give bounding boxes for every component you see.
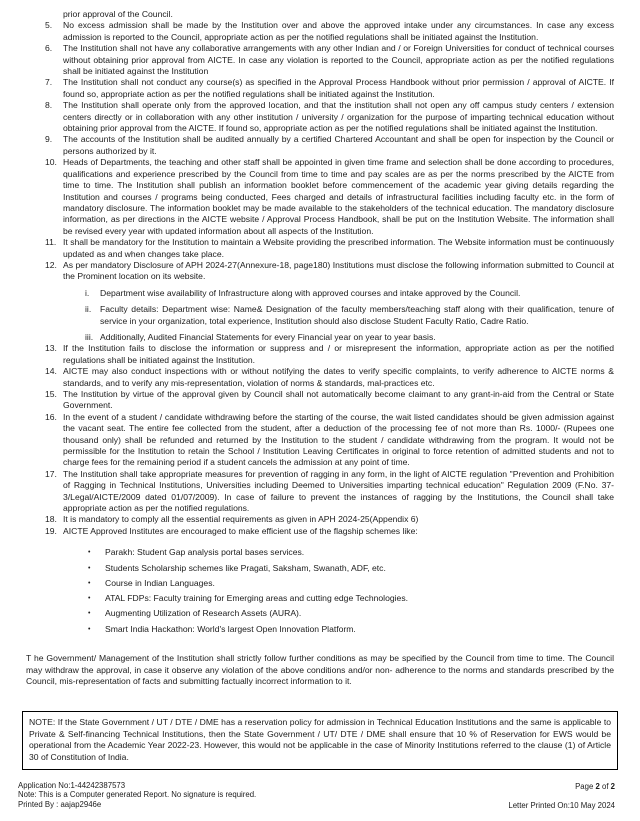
- item-number: 19.: [45, 525, 57, 536]
- condition-item-16: [45, 412, 614, 469]
- item-number: 6.: [45, 43, 53, 54]
- item-number: 12.: [45, 259, 57, 270]
- item-number: 9.: [45, 134, 53, 145]
- item-number: 7.: [45, 77, 53, 88]
- condition-item-17: [45, 469, 614, 515]
- page-label: Page: [575, 782, 596, 791]
- condition-item-12: [45, 260, 614, 283]
- sub-item-text: Additionally, Audited Financial Statements for every Financial year on year to year basis.: [100, 331, 436, 342]
- bullet-item: [88, 578, 600, 590]
- page-of-label: of: [599, 782, 611, 791]
- sub-item-number: i.: [85, 287, 90, 298]
- bullet-icon: [88, 608, 105, 620]
- page-total: 2: [610, 782, 615, 791]
- bullet-icon: [88, 624, 105, 636]
- condition-item-7: [45, 77, 614, 100]
- page-current: 2: [595, 782, 600, 791]
- item-text: It is mandatory to comply all the essential requirements as given in APH 2024-25(Appendix 6): [63, 514, 419, 525]
- item-text: As per mandatory Disclosure of APH 2024-27(Annexure-18, page180) Institutions must disclose the following information submitted to Council at the Prominent location on its website.: [63, 259, 614, 282]
- bullet-text: Course in Indian Languages.: [105, 577, 215, 588]
- printed-by: Printed By : aajap2946e: [18, 799, 102, 809]
- item-text: The accounts of the Institution shall be audited annually by a certified Chartered Accountant and shall be open for inspection by the Council or persons authorized by it.: [63, 134, 614, 156]
- condition-item-13: [45, 343, 614, 366]
- closing-paragraph: T he Government/ Management of the Institution shall strictly follow further conditions as may be specified by the Council from time to time. The Council may withdraw the approval, in case it observe any violation of the above conditions and/or non- adherence to the norms and standards prescribed by the Council, mis-representation of facts and submitting factually incorrect information to it.: [26, 653, 614, 686]
- application-number: Application No:1-44242387573: [18, 781, 126, 790]
- item-number: 13.: [45, 343, 57, 354]
- item-number: 10.: [45, 157, 57, 168]
- item-text: If the Institution fails to disclose the information or suppress and / or misrepresent the information, appropriate action as per the notified regulations shall be initiated against the Institution.: [63, 343, 614, 365]
- sub-item-number: iii.: [85, 331, 94, 342]
- sub-item-text: Faculty details: Department wise: Name& Designation of the faculty members/teaching staff along with their qualification, tenure of service in your organization, total experience, Institution should also disclose Student Faculty Ratio, Cadre Ratio.: [100, 304, 614, 326]
- flagship-schemes-list: [0, 547, 640, 636]
- page-number: [575, 781, 615, 792]
- bullet-text: Smart India Hackathon: World's largest Open Innovation Platform.: [105, 623, 356, 634]
- item-number: 14.: [45, 366, 57, 377]
- condition-item-11: [45, 237, 614, 260]
- note-box: NOTE: If the State Government / UT / DTE / DME has a reservation policy for admission in Technical Education Institutions and the same is applicable to Private & Self-financing Technical Institutions, then the State Government / UT/ DTE / DME shall ensure that 10 % of Reservation for EWS would be operational from the Academic Year 2022-23. However, this would not be applicable in the case of Minority Institutions referred to the clause (1) of Article 30 of Constitution of India.: [22, 711, 618, 770]
- condition-item-6: [45, 43, 614, 77]
- item-number: 18.: [45, 514, 57, 525]
- bullet-icon: [88, 563, 105, 575]
- bullet-item: [88, 547, 600, 559]
- item-text: Heads of Departments, the teaching and other staff shall be appointed in given time frame and selection shall be done according to procedures, qualifications and experience prescribed by the Council from time to time and pay scales are as per the norms prescribed by the AICTE from time to time. The Institution shall publish an information booklet before commencement of the academic year giving details regarding the Institution and courses / programs being conducted, Fees charged and details of infrastructural facilities including faculty etc. in the form of mandatory disclosure. The information booklet may be made available to the stakeholders of the technical education. The mandatory disclosure information, as per directions in the AICTE website / Approval Process Handbook, shall be put on the Institution Website. The information shall be revised every year with updated information about all aspects of the Institution.: [63, 157, 614, 236]
- computer-generated-note: Note: This is a Computer generated Report. No signature is required.: [18, 790, 257, 800]
- item-text: In the event of a student / candidate withdrawing before the starting of the course, the wait listed candidates should be given admission against the vacant seat. The entire fee collected from the student, after a deduction of the processing fee of not more than Rs. 1000/- (Rupees one thousand only) shall be refunded and returned by the Institution to the student / candidate withdrawing from the program. It would not be permissible for the Institution to retain the School / Institution Leaving Certificates in original to force retention of admitted students and not to charge fees for the remaining period if a student cancels the admission at any point of time.: [63, 411, 614, 468]
- footer-left-block: [18, 781, 256, 809]
- bullet-item: [88, 563, 600, 575]
- bullet-icon: [88, 593, 105, 605]
- item-number: 16.: [45, 411, 57, 422]
- continuation-text: prior approval of the Council.: [63, 9, 173, 19]
- condition-item-9: [45, 134, 614, 157]
- item-number: 11.: [45, 237, 57, 248]
- item-number: 5.: [45, 20, 53, 31]
- item-text: The Institution shall not conduct any course(s) as specified in the Approval Process Handbook without prior permission / approval of AICTE. If found so, appropriate action as per the notified regulations shall be initiated against the Institution.: [63, 77, 614, 99]
- item-number: 8.: [45, 100, 53, 111]
- item-text: AICTE Approved Institutes are encouraged to make efficient use of the flagship schemes like:: [63, 525, 418, 536]
- item-text: The Institution shall take appropriate measures for prevention of ragging in any form, in the light of AICTE regulation "Prevention and Prohibition of Ragging in Technical Institutions, Universities including Deemed to Universities imparting technical education" Regulation 2009 (F.No. 37-3/Legal/AICTE/2009 dated 01/07/2009). In case of failure to prevent the instances of ragging by the Institutions, the Council shall take appropriate action as per the notified regulations.: [63, 468, 614, 514]
- condition-item-18: [45, 514, 614, 525]
- condition-item-14: [45, 366, 614, 389]
- item-text: The Institution by virtue of the approval given by Council shall not automatically become claimant to any grant-in-aid from the Central or State Government.: [63, 389, 614, 411]
- condition-item-10: [45, 157, 614, 237]
- bullet-item: [88, 593, 600, 605]
- sub-item-ii: [85, 304, 614, 327]
- condition-item-15: [45, 389, 614, 412]
- bullet-text: Augmenting Utilization of Research Assets (AURA).: [105, 608, 302, 619]
- item-text: No excess admission shall be made by the Institution over and above the approved intake under any circumstances. In case any excess admission is reported to the Council, appropriate action as per the notified regulations shall be initiated against the Institution.: [63, 20, 614, 42]
- bullet-icon: [88, 578, 105, 590]
- condition-item-19: [45, 526, 614, 537]
- letter-printed-on: Letter Printed On:10 May 2024: [508, 801, 615, 810]
- sub-item-i: [85, 288, 614, 299]
- bullet-text: Parakh: Student Gap analysis portal bases services.: [105, 547, 305, 558]
- bullet-text: Students Scholarship schemes like Pragati, Saksham, Swanath, ADF, etc.: [105, 562, 386, 573]
- condition-item-5: [45, 20, 614, 43]
- item-text: It shall be mandatory for the Institution to maintain a Website providing the prescribed information. The Website information must be continuously updated as and when changes take place.: [63, 237, 614, 259]
- conditions-list: [0, 9, 640, 770]
- sub-item-number: ii.: [85, 304, 92, 315]
- bullet-icon: [88, 547, 105, 559]
- sub-item-text: Department wise availability of Infrastructure along with approved courses and intake approved by the Council.: [100, 287, 521, 298]
- condition-item-8: [45, 100, 614, 134]
- item-number: 15.: [45, 389, 57, 399]
- item-text: AICTE may also conduct inspections with or without notifying the dates to verify specific complaints, to verify adherence to AICTE norms & standards, and to verify any mis-representation, violation of norms & standards, mal-practices etc.: [63, 366, 614, 388]
- sub-item-iii: [85, 332, 614, 343]
- bullet-item: [88, 608, 600, 620]
- item-text: The Institution shall not have any collaborative arrangements with any other Indian and / or Foreign Universities for conduct of technical courses without obtaining prior approval from AICTE. In case any violation is reported to the Council, appropriate action as per the notified regulations shall be initiated against the Institution: [63, 43, 614, 77]
- item-text: The Institution shall operate only from the approved location, and that the institution shall not open any off campus study centers / extension centers directly or in collaboration with any other institution / university / organization for the purpose of imparting technical education without obtaining prior approval from the AICTE. If found so, appropriate action as per the notified regulations shall be initiated against the Institution.: [63, 100, 614, 134]
- item-number: 17.: [45, 468, 57, 479]
- bullet-text: ATAL FDPs: Faculty training for Emerging areas and cutting edge Technologies.: [105, 593, 409, 604]
- bullet-item: [88, 624, 600, 636]
